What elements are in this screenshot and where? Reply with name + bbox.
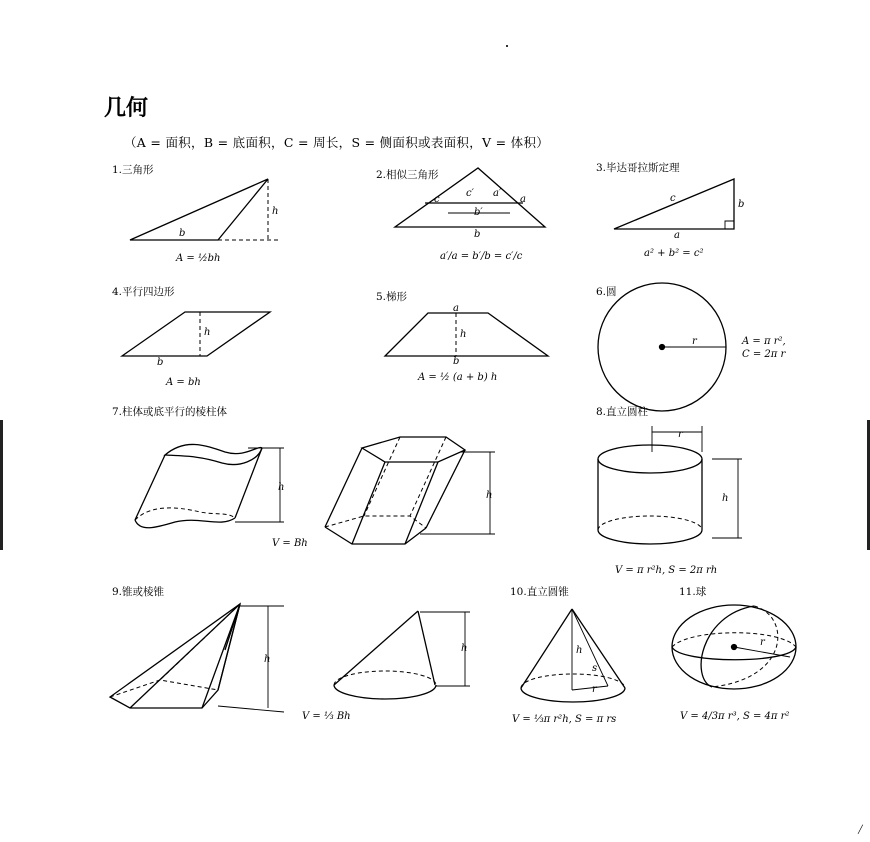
label-sphere: 11.球 bbox=[679, 586, 707, 598]
oblique-cone-figure bbox=[334, 611, 470, 699]
var-cone1-h: h bbox=[461, 643, 468, 654]
var-sim-b: b bbox=[474, 229, 481, 240]
var-sim-c-prime: c′ bbox=[466, 188, 474, 199]
right-triangle-figure bbox=[614, 179, 734, 229]
right-cone-figure bbox=[521, 609, 625, 702]
formula-cylinder: V = π r²h, S = 2π rh bbox=[615, 565, 718, 576]
var-sim-b-prime: b′ bbox=[474, 207, 483, 218]
var-cone-s: s bbox=[592, 663, 598, 674]
legend-text: （A = 面积，B = 底面积，C = 周长，S = 侧面积或表面积，V = 体积） bbox=[124, 135, 550, 150]
label-cylinder: 8.直立圆柱 bbox=[596, 406, 649, 418]
var-trap-h: h bbox=[460, 329, 467, 340]
label-similar-triangles: 2.相似三角形 bbox=[376, 169, 439, 181]
triangle-figure bbox=[130, 179, 280, 240]
page-title: 几何 bbox=[104, 95, 149, 121]
parallelogram-figure bbox=[122, 312, 270, 356]
var-cyl-r: r bbox=[678, 429, 683, 440]
var-pyth-c: c bbox=[670, 193, 676, 204]
label-pyramid: 9.锥或棱锥 bbox=[112, 586, 165, 598]
var-prism1-h: h bbox=[278, 482, 285, 493]
var-cone-r: r bbox=[592, 684, 597, 695]
formula-cone: V = ⅓π r²h, S = π rs bbox=[512, 714, 617, 725]
var-pyth-b: b bbox=[738, 199, 745, 210]
formula-sphere: V = 4/3π r³, S = 4π r² bbox=[680, 711, 790, 722]
circle-figure bbox=[598, 283, 726, 411]
var-sim-a-prime: a′ bbox=[493, 188, 502, 199]
label-prism: 7.柱体或底平行的棱柱体 bbox=[112, 406, 228, 418]
label-trapezoid: 5.梯形 bbox=[376, 291, 408, 303]
hexagonal-prism-figure bbox=[325, 437, 495, 544]
var-para-h: h bbox=[204, 327, 211, 338]
formula-triangle: A = ½bh bbox=[176, 253, 221, 264]
var-cyl-h: h bbox=[722, 493, 729, 504]
var-tri-b: b bbox=[179, 228, 186, 239]
sphere-figure bbox=[672, 605, 796, 689]
formula-pythagorean: a² + b² = c² bbox=[644, 248, 704, 259]
var-circle-r: r bbox=[692, 336, 697, 347]
formula-pyramid: V = ⅓ Bh bbox=[302, 711, 351, 722]
formula-similar: a′/a = b′/b = c′/c bbox=[440, 251, 523, 262]
trapezoid-figure bbox=[385, 313, 548, 356]
var-trap-b: b bbox=[453, 356, 460, 367]
label-pythagorean: 3.毕达哥拉斯定理 bbox=[596, 162, 680, 174]
formula-prism: V = Bh bbox=[272, 538, 308, 549]
var-prism2-h: h bbox=[486, 490, 493, 501]
right-cylinder-figure bbox=[598, 426, 742, 544]
var-sphere-r: r bbox=[760, 637, 765, 648]
formula-circle-area: A = π r², bbox=[742, 336, 786, 347]
var-pyth-a: a bbox=[674, 230, 680, 241]
var-cone-h: h bbox=[576, 645, 583, 656]
var-para-b: b bbox=[157, 357, 164, 368]
var-trap-a: a bbox=[453, 303, 459, 314]
oblique-cylinder-figure bbox=[135, 444, 284, 527]
formula-trapezoid: A = ½ (a + b) h bbox=[418, 372, 498, 383]
label-triangle: 1.三角形 bbox=[112, 164, 154, 176]
scan-mark: ╱ bbox=[858, 825, 863, 834]
var-pyr-h: h bbox=[264, 654, 271, 665]
var-tri-h: h bbox=[272, 206, 279, 217]
label-circle: 6.圆 bbox=[596, 286, 617, 298]
label-cone: 10.直立圆锥 bbox=[510, 586, 569, 598]
var-sim-a: a bbox=[520, 194, 526, 205]
formula-circle-circ: C = 2π r bbox=[742, 349, 786, 360]
formula-parallelogram: A = bh bbox=[166, 377, 201, 388]
pyramid-figure bbox=[110, 604, 284, 712]
var-sim-c: c bbox=[434, 194, 440, 205]
similar-triangles-figure bbox=[395, 168, 545, 227]
label-parallelogram: 4.平行四边形 bbox=[112, 286, 175, 298]
